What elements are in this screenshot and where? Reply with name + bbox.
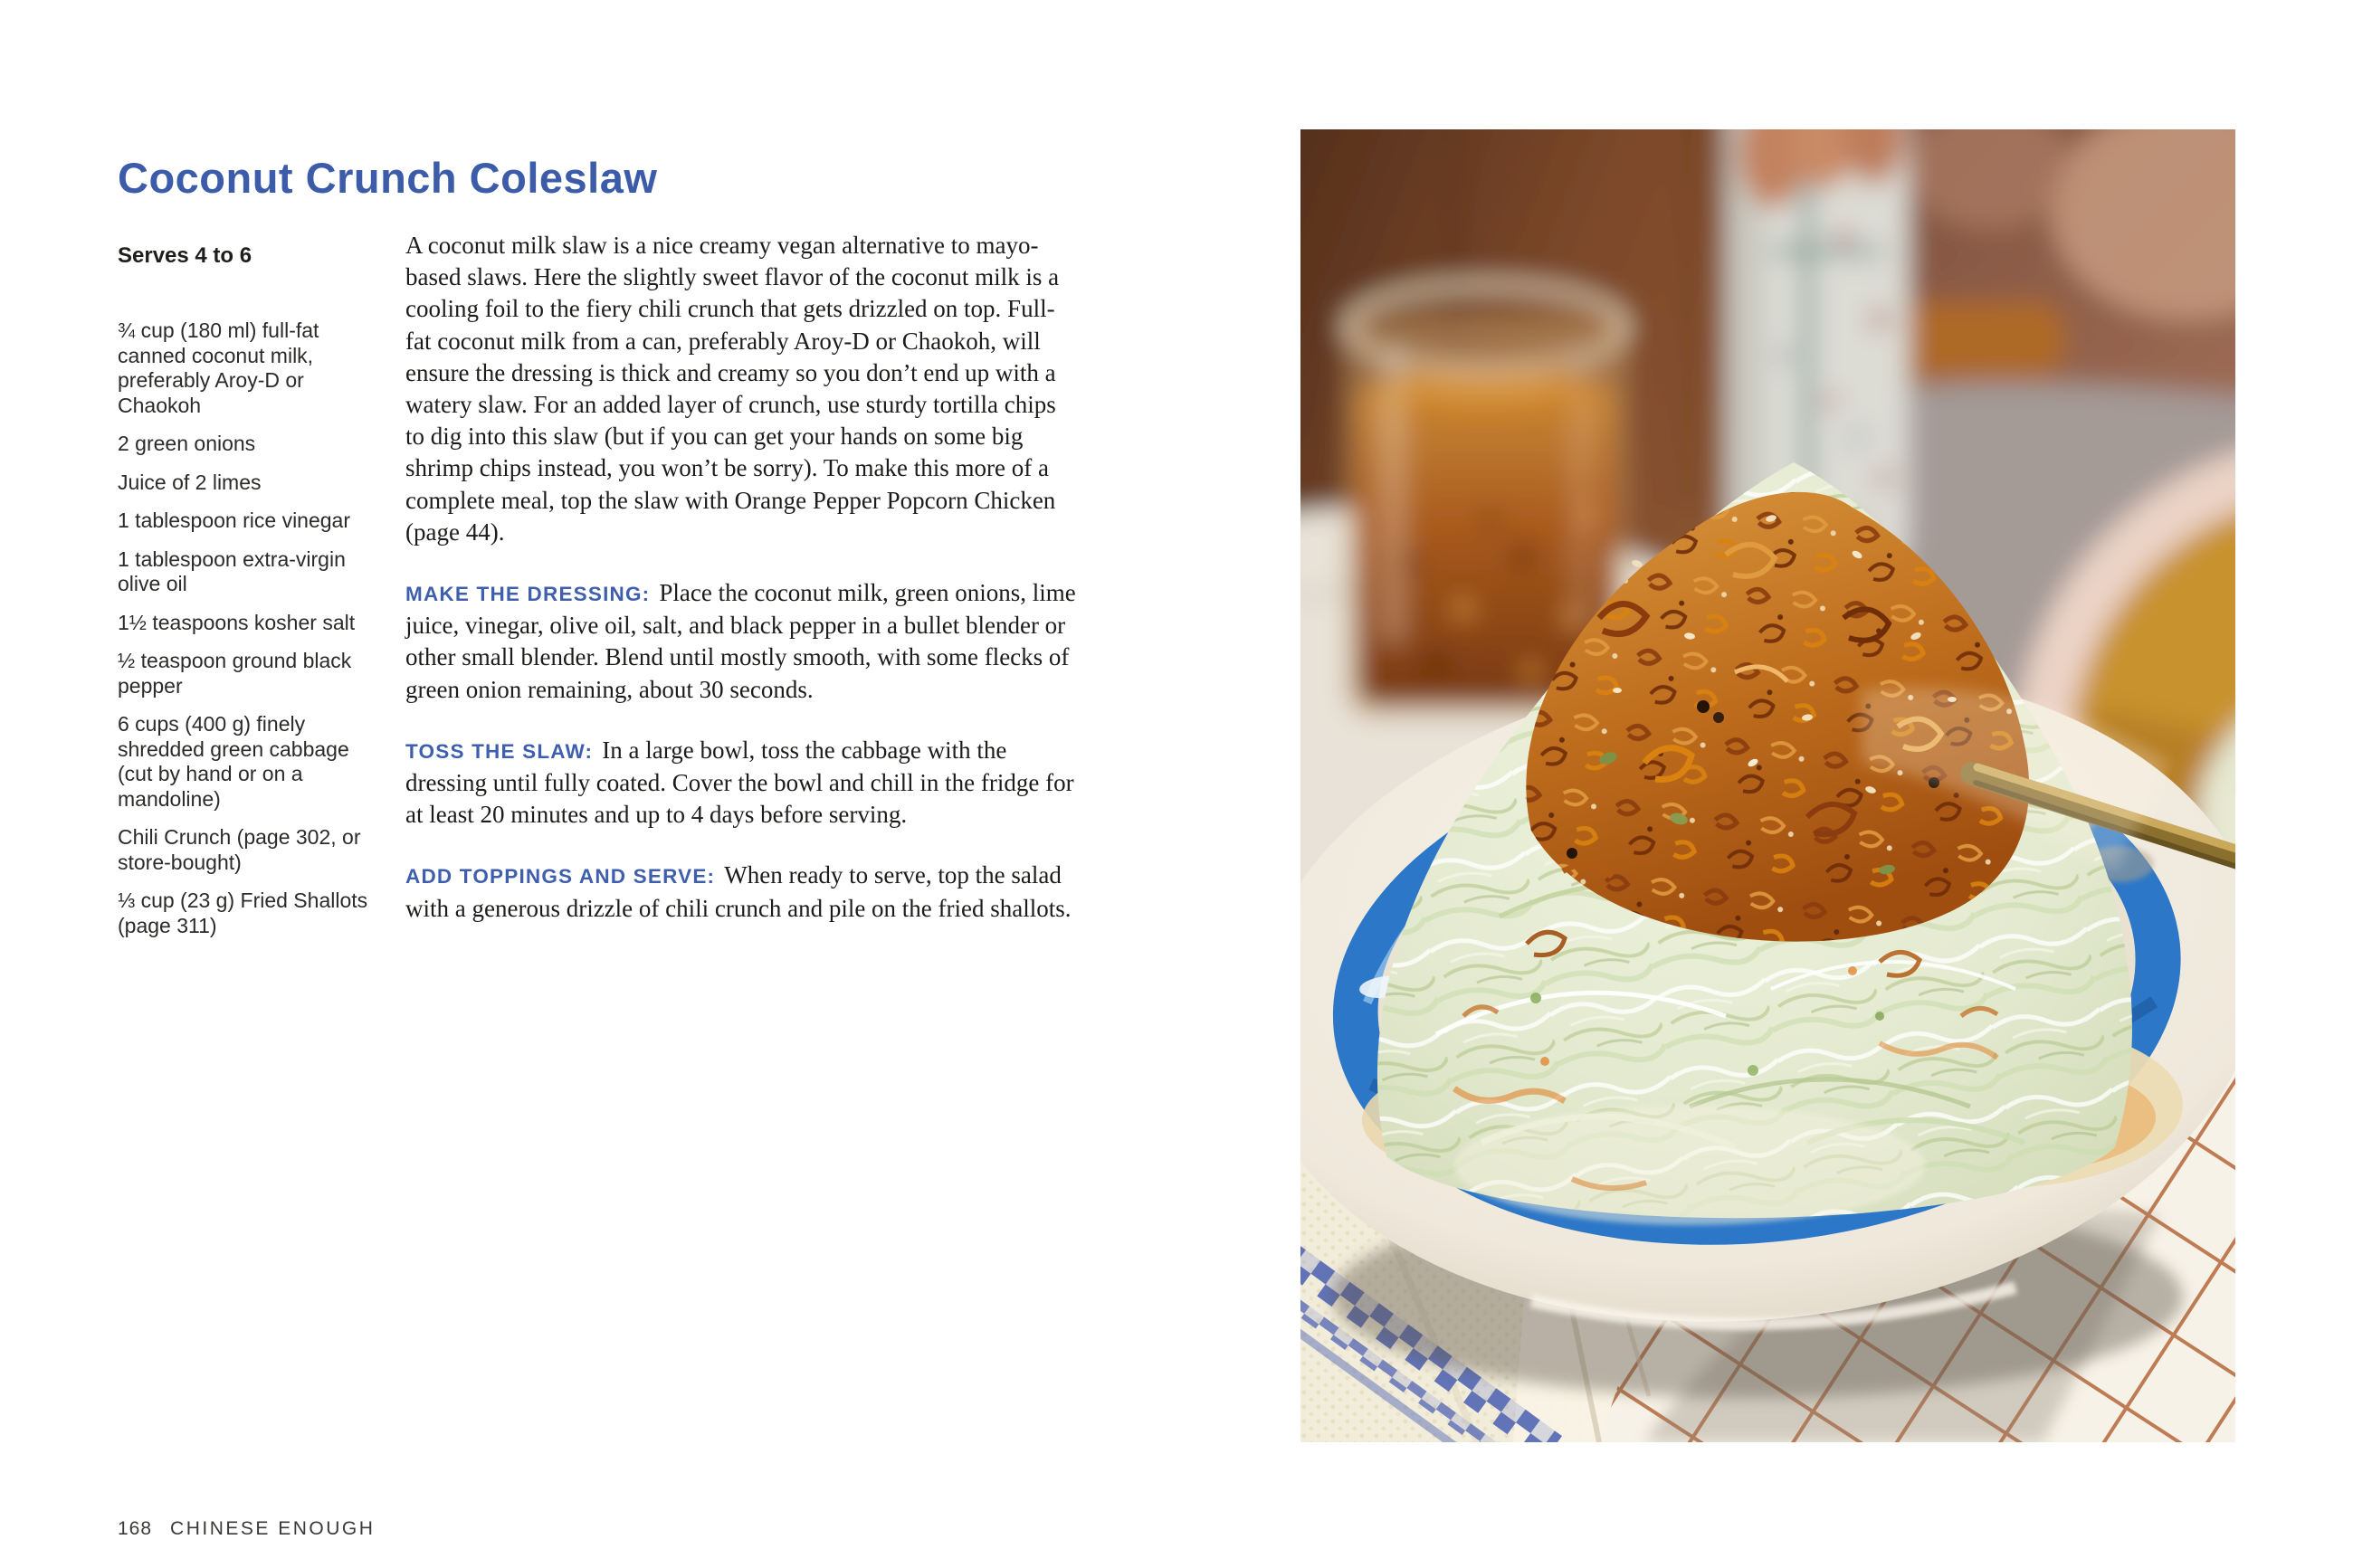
step-text: When ready to serve, top the salad with a generous drizzle of chili crunch and pile on the fried shallots. — [405, 861, 1072, 922]
step-text: In a large bowl, toss the cabbage with the dressing until fully coated. Cover the bowl and chill in the fridge for at least 20 minutes and up to 4 days before serving. — [405, 736, 1074, 829]
recipe-body — [405, 230, 1077, 925]
recipe-photo — [1300, 129, 2235, 1442]
serves-label: Serves 4 to 6 — [118, 243, 252, 268]
book-title: CHINESE ENOUGH — [170, 1518, 376, 1539]
ingredient-item: ⅓ cup (23 g) Fried Shallots (page 311) — [118, 889, 368, 937]
page-number: 168 — [118, 1518, 153, 1539]
page-footer — [118, 1518, 375, 1540]
ingredient-item: ¾ cup (180 ml) full-fat canned coconut milk, preferably Aroy-D or Chaokoh — [118, 318, 319, 417]
recipe-intro: A coconut milk slaw is a nice creamy vegan alternative to mayo-based slaws. Here the slightly sweet flavor of the coconut milk is a cooling foil to the fiery chili crunch that gets drizzled on top. Full-fat coconut milk from a can, preferably Aroy-D or Chaokoh, will ensure the dressing is thick and creamy so you don’t end up with a watery slaw. For an added layer of crunch, use sturdy tortilla chips to dig into this slaw (but if you can get your hands on some big shrimp chips instead, you won’t be sorry). To make this more of a complete meal, top the slaw with Orange Pepper Popcorn Chicken (page 44). — [405, 232, 1060, 546]
ingredient-item: ½ teaspoon ground black pepper — [118, 649, 352, 698]
ingredient-item: 6 cups (400 g) finely shredded green cabbage (cut by hand or on a mandoline) — [118, 712, 349, 811]
step-label: ADD TOPPINGS AND SERVE: — [405, 865, 716, 889]
ingredient-item: Juice of 2 limes — [118, 470, 262, 494]
page-title: Coconut Crunch Coleslaw — [118, 154, 658, 203]
ingredients-column — [118, 242, 376, 952]
recipe-step — [405, 735, 1077, 832]
ingredient-item: 1 tablespoon extra-virgin olive oil — [118, 546, 346, 595]
ingredient-item: 1½ teaspoons kosher salt — [118, 610, 356, 634]
step-text: Place the coconut milk, green onions, lime juice, vinegar, olive oil, salt, and black pepper in a bullet blender or other small blender. Blend until mostly smooth, with some flecks of green onion remaining, about 30 seconds. — [405, 579, 1076, 703]
ingredient-item: 2 green onions — [118, 432, 256, 455]
ingredients-list — [118, 318, 376, 938]
step-label: MAKE THE DRESSING: — [405, 583, 651, 606]
ingredient-item: Chili Crunch (page 302, or store-bought) — [118, 825, 361, 874]
recipe-step — [405, 577, 1077, 706]
step-label: TOSS THE SLAW: — [405, 739, 594, 763]
ingredient-item: 1 tablespoon rice vinegar — [118, 508, 350, 532]
coleslaw-photo-illustration — [1300, 129, 2235, 1442]
recipe-step — [405, 860, 1077, 924]
